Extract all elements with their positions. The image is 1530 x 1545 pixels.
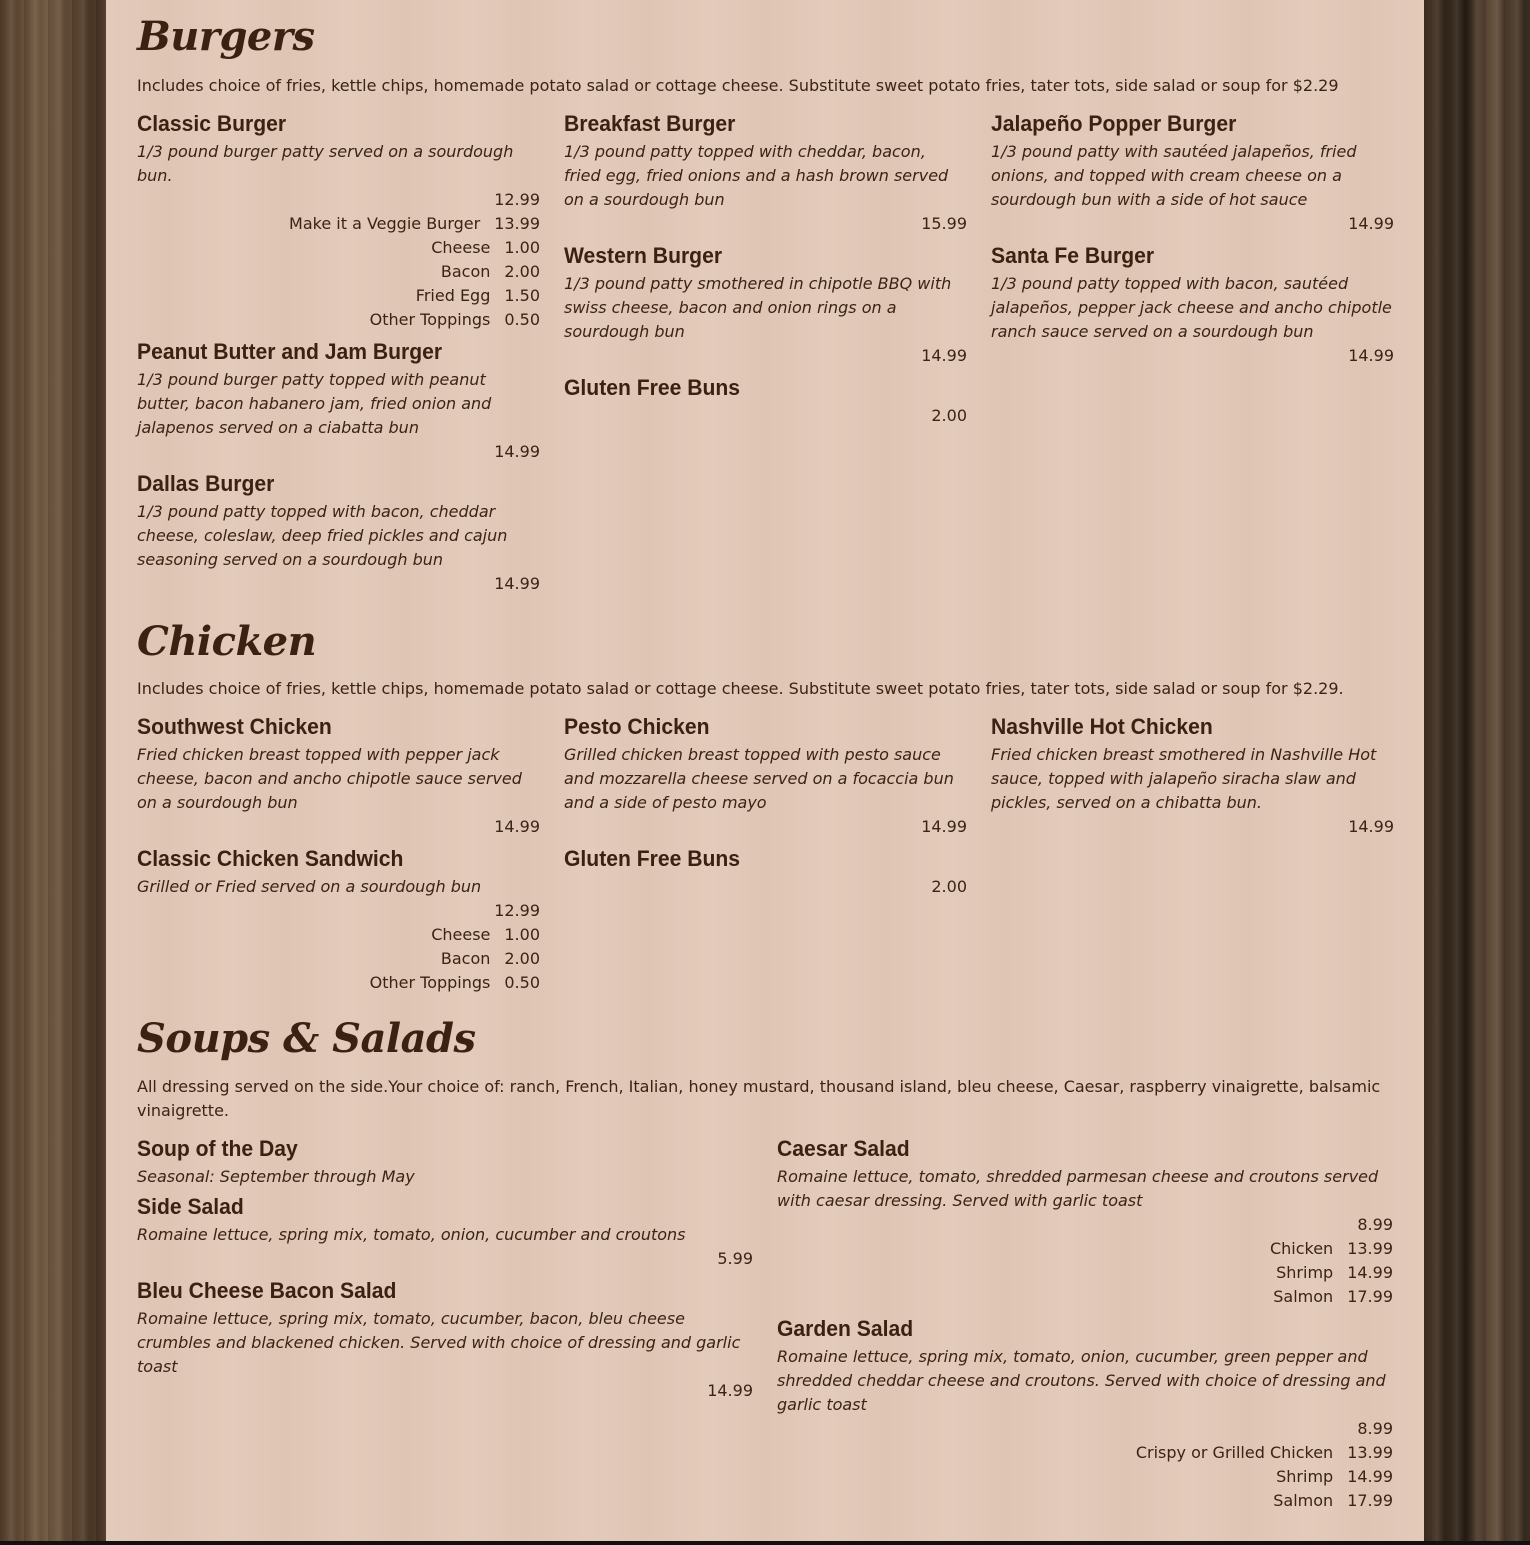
item-description: 1/3 pound burger patty served on a sourdough bun. (137, 142, 514, 185)
option-price: 0.50 (504, 310, 540, 329)
menu-item-classic-burger (137, 110, 540, 332)
item-description: 1/3 pound burger patty topped with peanut butter, bacon habanero jam, fried onion and jalapenos served on a ciabatta bun (137, 370, 492, 437)
item-name: Soup of the Day (137, 1136, 298, 1161)
section-title-burgers: Burgers (137, 13, 315, 60)
section-note-chicken: Includes choice of fries, kettle chips, homemade potato salad or cottage cheese. Substitute sweet potato fries, tater tots, side salad or soup for $2.29. (137, 679, 1344, 698)
menu-item-nashville-hot-chicken (991, 713, 1394, 839)
item-description: 1/3 pound patty smothered in chipotle BBQ with swiss cheese, bacon and onion rings on a sourdough bun (564, 274, 952, 341)
option-label: Crispy or Grilled Chicken (1135, 1443, 1334, 1462)
item-description: Romaine lettuce, tomato, shredded parmesan cheese and croutons served with caesar dressing. Served with garlic toast (777, 1167, 1379, 1210)
item-name: Gluten Free Buns (564, 375, 741, 400)
chicken-section (137, 602, 1392, 1001)
item-description: 1/3 pound patty topped with bacon, cheddar cheese, coleslaw, deep fried pickles and cajun seasoning served on a sourdough bun (137, 502, 508, 569)
item-price: 15.99 (921, 214, 967, 233)
item-name: Dallas Burger (137, 471, 275, 496)
option-price: 14.99 (1347, 1263, 1393, 1282)
item-price: 14.99 (494, 442, 540, 461)
menu-item-garden-salad (777, 1315, 1393, 1513)
item-price: 14.99 (921, 817, 967, 836)
item-description: Romaine lettuce, spring mix, tomato, onion, cucumber, green pepper and shredded cheddar cheese and croutons. Served with choice of dressing and garlic toast (777, 1347, 1386, 1414)
option-label: Shrimp (1276, 1263, 1334, 1282)
item-name: Garden Salad (777, 1316, 914, 1341)
option-row (137, 212, 540, 236)
option-price: 2.00 (504, 262, 540, 281)
menu-item-gluten-free-buns (564, 845, 967, 899)
option-row (777, 1489, 1393, 1513)
item-price: 14.99 (707, 1381, 753, 1400)
menu-item-bleu-cheese-bacon-salad (137, 1277, 753, 1403)
section-title-chicken: Chicken (137, 618, 317, 665)
option-price: 1.00 (504, 238, 540, 257)
soups-salads-section (137, 1001, 1392, 1519)
menu-column (137, 1135, 753, 1519)
item-name: Caesar Salad (777, 1136, 910, 1161)
item-name: Classic Burger (137, 111, 287, 136)
option-row (777, 1261, 1393, 1285)
menu-item-western-burger (564, 242, 967, 368)
option-price: 13.99 (494, 214, 540, 233)
option-row (777, 1441, 1393, 1465)
menu-item-caesar-salad (777, 1135, 1393, 1309)
option-row (777, 1465, 1393, 1489)
item-description: Grilled chicken breast topped with pesto sauce and mozzarella cheese served on a focaccia bun and a side of pesto mayo (564, 745, 954, 812)
menu-item-southwest-chicken (137, 713, 540, 839)
option-label: Cheese (431, 925, 491, 944)
menu-item-gluten-free-buns (564, 374, 967, 428)
menu-column (137, 110, 540, 602)
option-price: 17.99 (1347, 1491, 1393, 1510)
item-name: Jalapeño Popper Burger (991, 111, 1237, 136)
item-name: Pesto Chicken (564, 714, 710, 739)
option-row (777, 1237, 1393, 1261)
item-price: 14.99 (1348, 214, 1394, 233)
option-row (137, 971, 540, 995)
item-name: Santa Fe Burger (991, 243, 1155, 268)
menu-item-jalapeno-popper-burger (991, 110, 1394, 236)
item-description: Grilled or Fried served on a sourdough bun (137, 877, 482, 896)
item-description: Fried chicken breast topped with pepper jack cheese, bacon and ancho chipotle sauce served on a sourdough bun (137, 745, 522, 812)
item-price: 14.99 (494, 817, 540, 836)
menu-item-breakfast-burger (564, 110, 967, 236)
option-row (137, 923, 540, 947)
option-price: 17.99 (1347, 1287, 1393, 1306)
item-name: Southwest Chicken (137, 714, 332, 739)
option-row (137, 308, 540, 332)
item-name: Peanut Butter and Jam Burger (137, 339, 443, 364)
menu-column (777, 1135, 1393, 1519)
item-name: Gluten Free Buns (564, 846, 741, 871)
item-name: Nashville Hot Chicken (991, 714, 1213, 739)
item-name: Western Burger (564, 243, 723, 268)
option-price: 13.99 (1347, 1239, 1393, 1258)
menu-column (564, 110, 967, 602)
option-row (777, 1285, 1393, 1309)
menu-item-soup-of-the-day (137, 1135, 753, 1189)
item-price: 14.99 (921, 346, 967, 365)
item-description: 1/3 pound patty topped with cheddar, bacon, fried egg, fried onions and a hash brown served on a sourdough bun (564, 142, 949, 209)
item-price: 2.00 (931, 877, 967, 896)
menu-column (991, 110, 1394, 602)
item-name: Bleu Cheese Bacon Salad (137, 1278, 397, 1303)
option-label: Bacon (440, 262, 491, 281)
option-label: Other Toppings (369, 310, 491, 329)
item-price: 12.99 (494, 901, 540, 920)
section-note-burgers: Includes choice of fries, kettle chips, homemade potato salad or cottage cheese. Substitute sweet potato fries, tater tots, side salad or soup for $2.29 (137, 76, 1339, 95)
item-price: 8.99 (1357, 1215, 1393, 1234)
item-description: Romaine lettuce, spring mix, tomato, onion, cucumber and croutons (137, 1225, 686, 1244)
item-price: 14.99 (1348, 346, 1394, 365)
item-description: Seasonal: September through May (137, 1167, 415, 1186)
option-label: Shrimp (1276, 1467, 1334, 1486)
menu-column (137, 713, 540, 1001)
option-label: Fried Egg (415, 286, 491, 305)
menu-item-santa-fe-burger (991, 242, 1394, 368)
menu-panel (106, 0, 1424, 1541)
item-description: 1/3 pound patty topped with bacon, sautéed jalapeños, pepper jack cheese and ancho chipotle ranch sauce served on a sourdough bun (991, 274, 1392, 341)
item-description: Romaine lettuce, spring mix, tomato, cucumber, bacon, bleu cheese crumbles and blackened chicken. Served with choice of dressing and garlic toast (137, 1309, 741, 1376)
option-label: Salmon (1273, 1491, 1334, 1510)
option-row (137, 947, 540, 971)
option-row (137, 236, 540, 260)
item-name: Breakfast Burger (564, 111, 736, 136)
menu-item-dallas-burger (137, 470, 540, 596)
option-price: 13.99 (1347, 1443, 1393, 1462)
menu-item-peanut-butter-burger (137, 338, 540, 464)
item-name: Classic Chicken Sandwich (137, 846, 404, 871)
menu-item-pesto-chicken (564, 713, 967, 839)
option-price: 1.00 (504, 925, 540, 944)
section-note-soups-salads: All dressing served on the side.Your choice of: ranch, French, Italian, honey mustard, thousand island, bleu cheese, Caesar, raspberry vinaigrette, balsamic vinaigrette. (137, 1077, 1381, 1120)
item-description: 1/3 pound patty with sautéed jalapeños, fried onions, and topped with cream cheese on a sourdough bun with a side of hot sauce (991, 142, 1357, 209)
menu-column (991, 713, 1394, 1001)
menu-item-classic-chicken-sandwich (137, 845, 540, 995)
option-label: Chicken (1269, 1239, 1334, 1258)
option-label: Salmon (1273, 1287, 1334, 1306)
bottom-edge (0, 1541, 1530, 1545)
option-price: 1.50 (504, 286, 540, 305)
menu-item-side-salad (137, 1193, 753, 1271)
option-label: Other Toppings (369, 973, 491, 992)
wood-border-right (1424, 0, 1530, 1545)
section-title-soups-salads: Soups & Salads (137, 1015, 476, 1062)
item-price: 2.00 (931, 406, 967, 425)
option-row (137, 260, 540, 284)
option-price: 0.50 (504, 973, 540, 992)
item-price: 14.99 (1348, 817, 1394, 836)
option-price: 14.99 (1347, 1467, 1393, 1486)
item-price: 12.99 (494, 190, 540, 209)
item-price: 8.99 (1357, 1419, 1393, 1438)
option-label: Cheese (431, 238, 491, 257)
item-description: Fried chicken breast smothered in Nashville Hot sauce, topped with jalapeño siracha slaw and pickles, served on a chibatta bun. (991, 745, 1377, 812)
item-price: 14.99 (494, 574, 540, 593)
option-label: Bacon (440, 949, 491, 968)
menu-column (564, 713, 967, 1001)
item-name: Side Salad (137, 1194, 244, 1219)
option-price: 2.00 (504, 949, 540, 968)
option-row (137, 284, 540, 308)
burgers-section (137, 0, 1392, 602)
item-price: 5.99 (717, 1249, 753, 1268)
option-label: Make it a Veggie Burger (289, 214, 481, 233)
